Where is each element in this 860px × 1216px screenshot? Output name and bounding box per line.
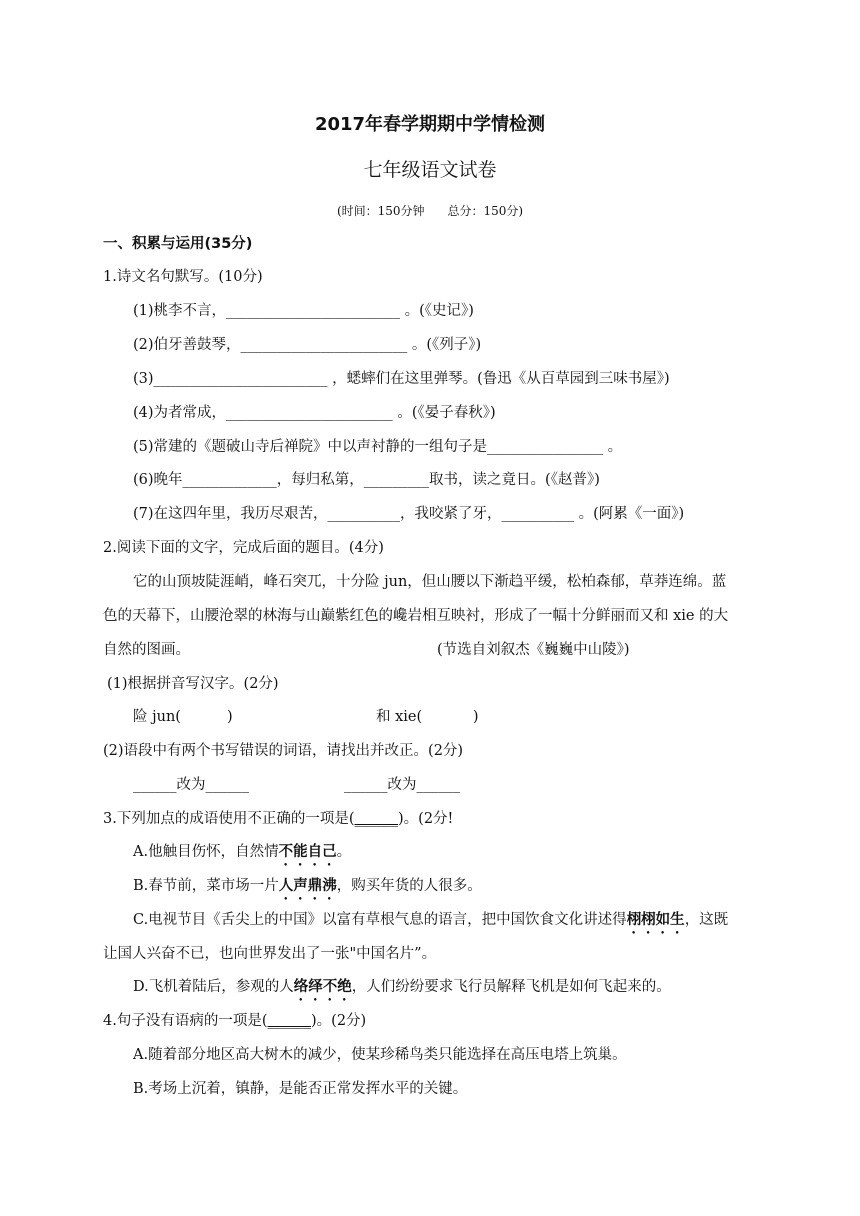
question-2-sub2: (2)语段中有两个书写错误的词语，请找出并改正。(2分) — [103, 743, 464, 759]
passage-line: 自然的图画。 — [103, 642, 190, 658]
question-1-item: (4)为者常成，_______________________ 。(《晏子春秋》) — [133, 405, 496, 421]
dotted-idiom: 栩栩如生 — [626, 911, 685, 928]
section-heading: 一、积累与运用(35分) — [103, 236, 253, 252]
question-2-stem: 2.阅读下面的文字，完成后面的题目。(4分) — [103, 540, 384, 556]
option-text: 。 — [336, 844, 352, 860]
question-3-stem-text: 3.下列加点的成语使用不正确的一项是( — [103, 811, 355, 827]
answer-blank: ______ — [267, 1013, 311, 1029]
dotted-idiom: 人声鼎沸 — [278, 877, 337, 894]
question-1-item: (3)________________________ ，蟋蟀们在这里弹琴。(鲁迅《从百草园到三味书屋》) — [133, 371, 670, 387]
option-a: A.随着部分地区高大树木的减少，使某珍稀鸟类只能选择在高压电塔上筑巢。 — [133, 1047, 627, 1063]
correction-blank-1: ______改为______ — [133, 777, 249, 793]
option-text: D.飞机着陆后，参观的人 — [133, 979, 294, 995]
option-text: B.春节前，菜市场一片 — [133, 878, 279, 894]
question-1-item: (6)晚年_____________，每归私第，_________取书，读之竟日。(《赵普》) — [133, 472, 600, 488]
option-b — [133, 876, 482, 903]
option-text: C.电视节目《舌尖上的中国》以富有草根气息的语言，把中国饮食文化讲述得 — [133, 912, 627, 928]
exam-subtitle: 七年级语文试卷 — [363, 159, 497, 181]
question-2-sub1: (1)根据拼音写汉字。(2分) — [107, 676, 279, 692]
passage-line: 色的天幕下，山腰沧翠的林海与山巅紫红色的巉岩相互映衬，形成了一幅十分鲜丽而又和 xie 的大 — [103, 608, 729, 624]
exam-title: 2017年春学期期中学情检测 — [314, 114, 546, 135]
option-c — [133, 910, 728, 937]
dotted-idiom: 不能自己 — [278, 843, 337, 860]
exam-meta: (时间：150分钟 总分：150分) — [336, 204, 524, 218]
option-c-continued: 让国人兴奋不已，也向世界发出了一张"中国名片”。 — [103, 946, 437, 962]
passage-source: (节选自刘叙杰《巍巍中山陵》) — [437, 642, 630, 658]
passage-line: 它的山顶坡陡涯峭，峰石突兀，十分险 jun，但山腰以下渐趋平缓，松柏森郁，草莽连绵。蓝 — [133, 574, 727, 590]
question-1-item: (5)常建的《题破山寺后禅院》中以声衬静的一组句子是________________ 。 — [133, 439, 623, 455]
pinyin-blank-jun: 险 jun( ) — [133, 709, 233, 725]
correction-blank-2: ______改为______ — [344, 777, 460, 793]
question-4-stem-score: )。(2分) — [311, 1013, 367, 1029]
option-text: A.他触目伤怀，自然情 — [133, 844, 279, 860]
question-1-stem: 1.诗文名句默写。(10分) — [103, 269, 263, 285]
question-1-item: (2)伯牙善鼓琴，_______________________ 。(《列子》) — [133, 337, 482, 353]
question-1-item: (7)在这四年里，我历尽艰苦，__________，我咬紧了牙，__________ 。(阿累《一面》) — [133, 506, 685, 522]
pinyin-blank-xie: 和 xie( ) — [376, 709, 479, 725]
question-3-stem — [103, 809, 453, 829]
answer-blank: ______ — [354, 811, 398, 827]
question-1-item: (1)桃李不言，________________________ 。(《史记》) — [133, 303, 474, 319]
option-text: ，人们纷纷要求飞行员解释飞机是如何飞起来的。 — [351, 979, 671, 995]
option-text: ，购买年货的人很多。 — [336, 878, 482, 894]
option-a — [133, 842, 351, 869]
option-d — [133, 977, 671, 1004]
dotted-idiom: 络绎不绝 — [293, 978, 352, 995]
option-b: B.考场上沉着，镇静，是能否正常发挥水平的关键。 — [133, 1081, 468, 1097]
option-text: ，这既 — [684, 912, 729, 928]
question-4-stem-text: 4.句子没有语病的一项是( — [103, 1013, 268, 1029]
question-3-stem-score: )。(2分! — [398, 811, 454, 827]
question-4-stem — [103, 1011, 366, 1031]
